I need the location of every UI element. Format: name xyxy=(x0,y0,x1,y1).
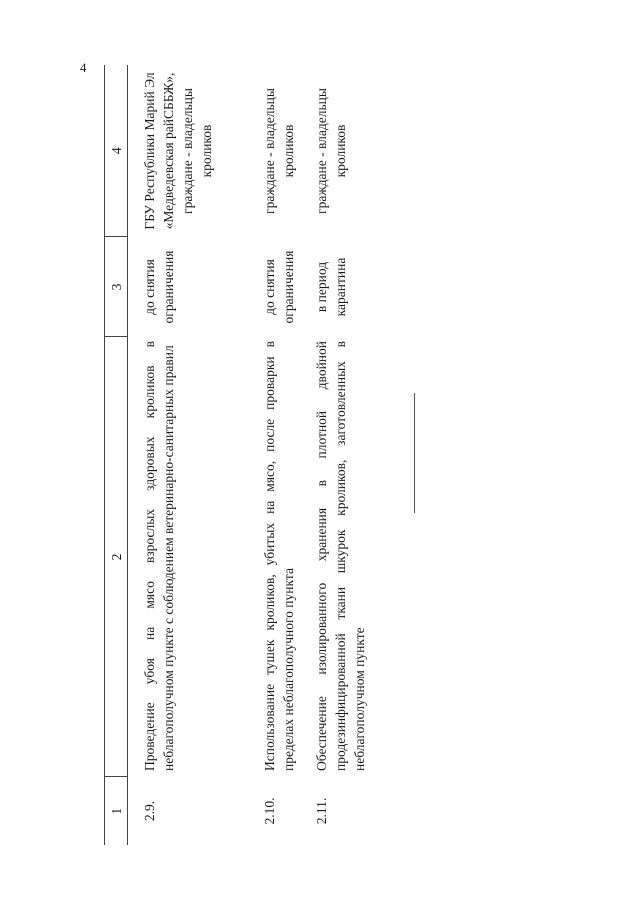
header-col-3: 3 xyxy=(105,237,128,337)
rotated-table xyxy=(104,65,639,845)
table-row xyxy=(248,65,300,845)
header-col-2: 2 xyxy=(105,337,128,777)
row-term: до снятия ограничения xyxy=(261,250,296,324)
row-term: до снятия ограничения xyxy=(142,250,176,324)
row-term: в период карантина xyxy=(313,257,348,317)
row-description: Обеспечение изолированного хранения в плотной двойной продезинфицированной ткани шкурок кроликов, заготовленных в неблагополучном пункте xyxy=(313,341,367,771)
row-number: 2.10. xyxy=(261,797,277,825)
row-description: Использование тушек кроликов, убитых на мясо, после проварки в пределах неблагополучного пункта xyxy=(261,341,296,771)
row-number: 2.11. xyxy=(313,797,329,825)
closing-line xyxy=(414,393,415,513)
row-description: Проведение убоя на мясо взрослых здоровых кроликов в неблагополучном пункте с соблюдением ветеринарно-санитарных правил xyxy=(142,341,176,771)
header-col-1: 1 xyxy=(105,777,128,845)
row-executor: ГБУ Республики Марий Эл «Медведевская райСББЖ», граждане - владельцы кроликов xyxy=(142,72,214,230)
page-number: 4 xyxy=(80,60,87,75)
measures-table xyxy=(104,65,380,845)
header-row xyxy=(105,65,128,845)
table-row xyxy=(128,65,248,845)
header-col-4: 4 xyxy=(105,65,128,237)
row-executor: граждане - владельцы кроликов xyxy=(261,88,296,214)
row-number: 2.9. xyxy=(142,800,157,822)
row-executor: граждане - владельцы кроликов xyxy=(313,88,348,214)
table-row xyxy=(300,65,380,845)
